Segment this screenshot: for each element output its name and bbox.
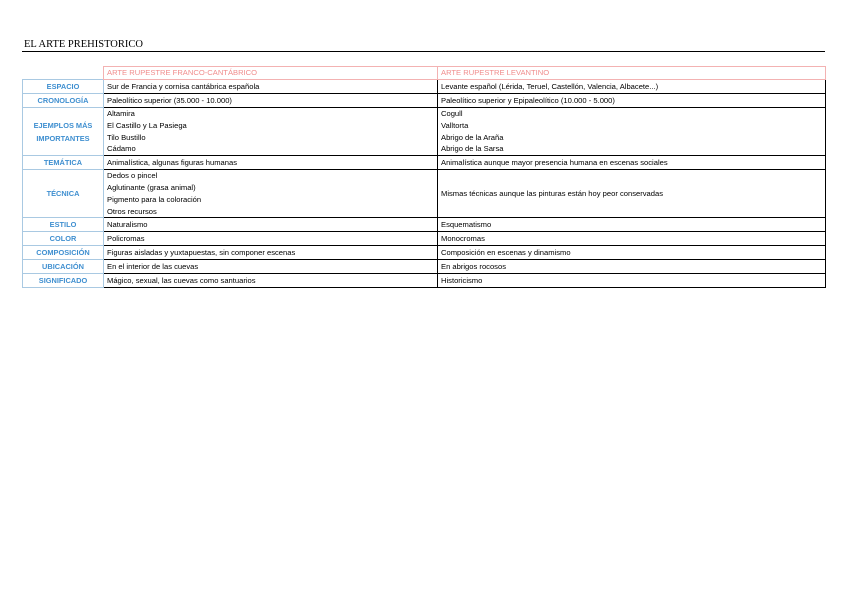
row-label: TEMÁTICA xyxy=(23,156,104,170)
row-label: UBICACIÓN xyxy=(23,260,104,274)
cell-levantino xyxy=(438,80,826,94)
table-row xyxy=(23,218,826,232)
cell-line: Altamira xyxy=(107,109,135,118)
table-row xyxy=(23,232,826,246)
row-label: ESPACIO xyxy=(23,80,104,94)
cell-line: Cogull xyxy=(441,109,463,118)
table-row xyxy=(23,94,826,108)
cell-line: Paleolítico superior y Epipaleolítico (10.000 - 5.000) xyxy=(441,95,615,105)
cell-franco-cantabrico xyxy=(104,170,438,218)
cell-levantino xyxy=(438,94,826,108)
cell-line: Animalística, algunas figuras humanas xyxy=(107,157,238,167)
cell-levantino xyxy=(438,108,826,156)
header-franco-cantabrico: ARTE RUPESTRE FRANCO-CANTÁBRICO xyxy=(104,67,438,80)
cell-line: Pigmento para la coloración xyxy=(107,194,202,204)
cell-line: Tilo Bustillo xyxy=(107,132,146,142)
row-label: SIGNIFICADO xyxy=(23,274,104,288)
table-body xyxy=(23,80,826,288)
comparison-table xyxy=(22,66,826,288)
header-corner xyxy=(23,67,104,80)
cell-line: Policromas xyxy=(107,233,145,243)
cell-line: Aglutinante (grasa animal) xyxy=(107,182,196,192)
cell-line: En el interior de las cuevas xyxy=(107,261,199,271)
cell-franco-cantabrico xyxy=(104,218,438,232)
cell-line: Mágico, sexual, las cuevas como santuarios xyxy=(107,275,256,285)
table-row xyxy=(23,274,826,288)
row-label: EJEMPLOS MÁS IMPORTANTES xyxy=(23,108,104,156)
cell-levantino xyxy=(438,156,826,170)
header-row xyxy=(23,67,826,80)
row-label: TÉCNICA xyxy=(23,170,104,218)
row-label: COLOR xyxy=(23,232,104,246)
cell-line: Levante español (Lérida, Teruel, Castellón, Valencia, Albacete...) xyxy=(441,81,659,91)
cell-franco-cantabrico xyxy=(104,108,438,156)
header-levantino: ARTE RUPESTRE LEVANTINO xyxy=(438,67,826,80)
cell-levantino xyxy=(438,170,826,218)
table-row xyxy=(23,156,826,170)
cell-levantino xyxy=(438,232,826,246)
table-row xyxy=(23,246,826,260)
cell-line: En abrigos rocosos xyxy=(441,261,507,271)
table-row xyxy=(23,170,826,218)
cell-franco-cantabrico xyxy=(104,232,438,246)
table-row xyxy=(23,260,826,274)
cell-franco-cantabrico xyxy=(104,274,438,288)
cell-franco-cantabrico xyxy=(104,156,438,170)
cell-line: Animalística aunque mayor presencia humana en escenas sociales xyxy=(441,157,668,167)
cell-line: Naturalismo xyxy=(107,219,148,229)
cell-franco-cantabrico xyxy=(104,94,438,108)
cell-line: Monocromas xyxy=(441,233,485,243)
cell-line: Valltorta xyxy=(441,120,469,130)
cell-line: El Castillo y La Pasiega xyxy=(107,120,187,130)
cell-line: Abrigo de la Sarsa xyxy=(441,144,504,154)
title-underline xyxy=(22,51,825,52)
cell-line: Mismas técnicas aunque las pinturas están hoy peor conservadas xyxy=(441,188,664,198)
cell-line: Figuras aisladas y yuxtapuestas, sin componer escenas xyxy=(107,247,296,257)
cell-levantino xyxy=(438,260,826,274)
cell-line: Cádamo xyxy=(107,144,136,154)
cell-levantino xyxy=(438,218,826,232)
cell-levantino xyxy=(438,274,826,288)
cell-line: Dedos o pincel xyxy=(107,171,158,181)
cell-franco-cantabrico xyxy=(104,80,438,94)
cell-line: Sur de Francia y cornisa cantábrica española xyxy=(107,81,260,91)
table-row xyxy=(23,108,826,156)
cell-franco-cantabrico xyxy=(104,246,438,260)
cell-line: Composición en escenas y dinamismo xyxy=(441,247,571,257)
document-title: EL ARTE PREHISTORICO xyxy=(24,39,143,50)
cell-line: Otros recursos xyxy=(107,206,157,216)
row-label: CRONOLOGÍA xyxy=(23,94,104,108)
cell-franco-cantabrico xyxy=(104,260,438,274)
row-label: ESTILO xyxy=(23,218,104,232)
cell-line: Abrigo de la Araña xyxy=(441,132,504,142)
row-label: COMPOSICIÓN xyxy=(23,246,104,260)
table-row xyxy=(23,80,826,94)
cell-line: Historicismo xyxy=(441,275,483,285)
cell-line: Paleolítico superior (35.000 - 10.000) xyxy=(107,95,232,105)
cell-line: Esquematismo xyxy=(441,219,492,229)
cell-levantino xyxy=(438,246,826,260)
